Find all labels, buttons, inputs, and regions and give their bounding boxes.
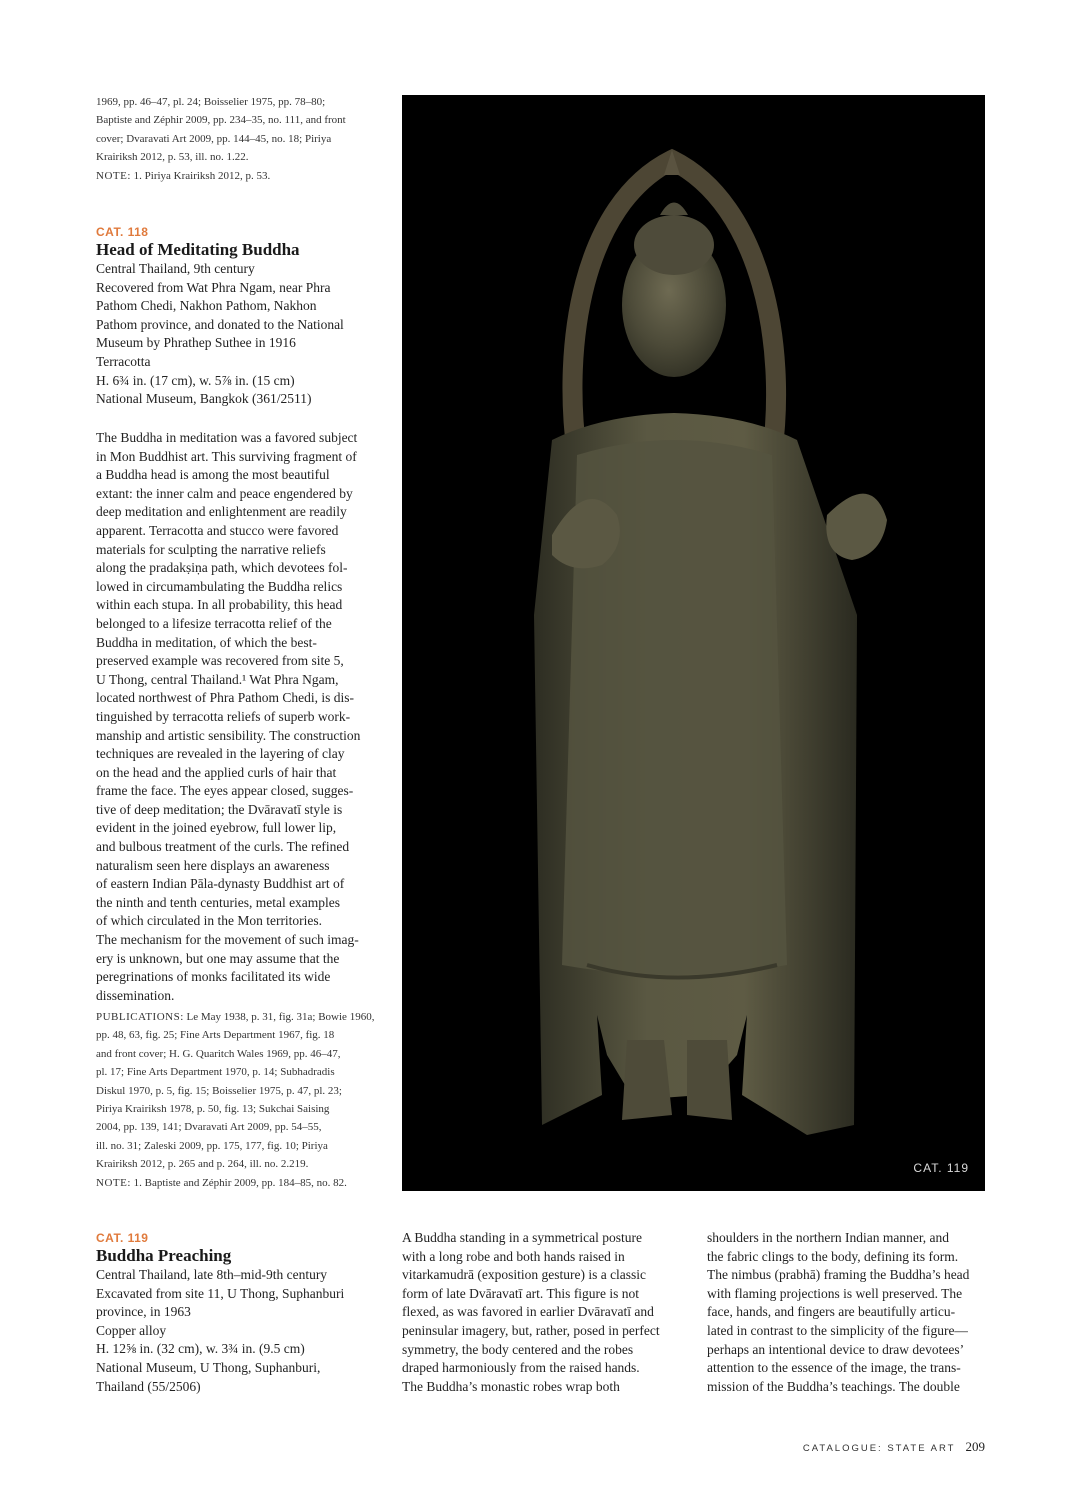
meta-line: Thailand (55/2506) (96, 1378, 201, 1394)
body-line: shoulders in the northern Indian manner, and (707, 1230, 950, 1245)
pub-line: pl. 17; Fine Arts Department 1970, p. 14; Subhadradis (96, 1066, 335, 1079)
body-line: Buddha in meditation, of which the best- (96, 634, 317, 650)
body-line: apparent. Terracotta and stucco were favored (96, 522, 339, 538)
cat118-entry (96, 225, 376, 409)
body-line: ery is unknown, but one may assume that the (96, 950, 340, 966)
pub-line: ill. no. 31; Zaleski 2009, pp. 175, 177, fig. 10; Piriya (96, 1139, 328, 1152)
body-line: with flaming projections is well preserved. The (707, 1285, 963, 1301)
pub-line: Diskul 1970, p. 5, fig. 15; Boisselier 1975, p. 47, pl. 23; (96, 1084, 342, 1097)
pub-line (96, 1008, 386, 1026)
ref-line: cover; Dvaravati Art 2009, pp. 144–45, no. 18; Piriya (96, 132, 332, 145)
meta-line: National Museum, Bangkok (361/2511) (96, 391, 312, 407)
body-line: the ninth and tenth centuries, metal examples (96, 894, 341, 910)
body-line: naturalism seen here displays an awareness (96, 857, 330, 873)
cat119-body-col1 (402, 1229, 678, 1396)
body-line: The mechanism for the movement of such imag- (96, 932, 359, 948)
body-line: perhaps an intentional device to draw devotees’ (707, 1341, 965, 1357)
pub-line: pp. 48, 63, fig. 25; Fine Arts Department 1967, fig. 18 (96, 1029, 335, 1042)
cat119-entry (96, 1231, 376, 1396)
cat118-title: Head of Meditating Buddha (96, 240, 300, 259)
body-line: peninsular imagery, but, rather, posed in perfect (402, 1322, 660, 1338)
ref-line: Baptiste and Zéphir 2009, pp. 234–35, no. 111, and front (96, 114, 346, 127)
pub-line: Krairiksh 2012, p. 265 and p. 264, ill. no. 2.219. (96, 1158, 309, 1171)
meta-line: Terracotta (96, 353, 151, 369)
body-line: form of late Dvāravatī art. This figure is not (402, 1285, 640, 1301)
note-line (96, 167, 386, 185)
body-line: located northwest of Phra Pathom Chedi, is dis- (96, 690, 354, 706)
body-line: U Thong, central Thailand.¹ Wat Phra Ngam, (96, 671, 339, 687)
buddha-photo (402, 95, 985, 1191)
ref-line: Krairiksh 2012, p. 53, ill. no. 1.22. (96, 151, 249, 164)
meta-line: Pathom Chedi, Nakhon Pathom, Nakhon (96, 298, 317, 314)
meta-line: Excavated from site 11, U Thong, Suphanburi (96, 1285, 345, 1301)
meta-line: H. 12⅝ in. (32 cm), w. 3¾ in. (9.5 cm) (96, 1341, 305, 1357)
body-line: within each stupa. In all probability, this head (96, 597, 343, 613)
body-line: frame the face. The eyes appear closed, sugges- (96, 783, 354, 799)
body-line: belonged to a lifesize terracotta relief of the (96, 615, 332, 631)
body-line: dissemination. (96, 987, 175, 1003)
body-line: a Buddha head is among the most beautiful (96, 467, 330, 483)
body-line: along the pradakṣiṇa path, which devotees fol- (96, 560, 348, 576)
cat119-body-col2 (707, 1229, 985, 1396)
body-line: attention to the essence of the image, the trans- (707, 1360, 961, 1376)
cat118-meta (96, 260, 376, 409)
note-label: NOTE: (96, 1176, 131, 1189)
running-footer: CATALOGUE: STATE ART (802, 1443, 956, 1454)
note-text: 1. Baptiste and Zéphir 2009, pp. 184–85, no. 82. (130, 1176, 347, 1189)
body-line: with a long robe and both hands raised in (402, 1248, 625, 1264)
body-line: deep meditation and enlightenment are readily (96, 504, 347, 520)
body-line: materials for sculpting the narrative reliefs (96, 541, 326, 557)
body-line: in Mon Buddhist art. This surviving fragment of (96, 448, 357, 464)
meta-line: Central Thailand, late 8th–mid-9th century (96, 1267, 328, 1282)
body-line: tive of deep meditation; the Dvāravatī style is (96, 801, 343, 817)
meta-line: Pathom province, and donated to the National (96, 316, 344, 332)
cat119-meta (96, 1266, 376, 1396)
meta-line: province, in 1963 (96, 1304, 191, 1320)
body-line: preserved example was recovered from site 5, (96, 653, 344, 669)
body-line: The Buddha in meditation was a favored subject (96, 430, 358, 445)
body-line: evident in the joined eyebrow, full lower lip, (96, 820, 337, 836)
meta-line: H. 6¾ in. (17 cm), w. 5⅞ in. (15 cm) (96, 372, 295, 388)
cat118-body (96, 429, 373, 1005)
cat118-publications (96, 1008, 386, 1192)
body-line: face, hands, and fingers are beautifully articu- (707, 1304, 956, 1320)
meta-line: Museum by Phrathep Suthee in 1916 (96, 335, 296, 351)
note-label: NOTE: (96, 169, 131, 182)
note-text: 1. Piriya Krairiksh 2012, p. 53. (130, 169, 271, 182)
body-line: symmetry, the body centered and the robes (402, 1341, 634, 1357)
page-number: 209 (965, 1439, 985, 1454)
top-references (96, 93, 386, 185)
body-line: extant: the inner calm and peace engendered by (96, 485, 353, 501)
body-line: A Buddha standing in a symmetrical posture (402, 1230, 642, 1245)
body-line: the fabric clings to the body, defining its form. (707, 1248, 959, 1264)
body-line: peregrinations of monks facilitated its wide (96, 969, 331, 985)
body-line: vitarkamudrā (exposition gesture) is a classic (402, 1267, 647, 1283)
body-line: flexed, as was favored in earlier Dvāravatī and (402, 1304, 654, 1320)
cat119-title: Buddha Preaching (96, 1246, 232, 1265)
pub-line: and front cover; H. G. Quaritch Wales 1969, pp. 46–47, (96, 1047, 341, 1060)
body-line: draped harmoniously from the raised hands. (402, 1360, 640, 1376)
body-line: tinguished by terracotta reliefs of superb work- (96, 708, 351, 724)
body-line: techniques are revealed in the layering of clay (96, 746, 345, 762)
body-line: of which circulated in the Mon territories. (96, 913, 323, 929)
pub-label: PUBLICATIONS: (96, 1011, 184, 1023)
body-line: mission of the Buddha’s teachings. The double (707, 1378, 960, 1394)
note-line (96, 1174, 386, 1192)
body-line: manship and artistic sensibility. The construction (96, 727, 361, 743)
body-line: lowed in circumambulating the Buddha relics (96, 578, 343, 594)
pub-text: Le May 1938, p. 31, fig. 31a; Bowie 1960, (183, 1011, 375, 1023)
meta-line: Recovered from Wat Phra Ngam, near Phra (96, 279, 331, 295)
body-line: The nimbus (prabhā) framing the Buddha’s head (707, 1267, 970, 1283)
body-line: and bulbous treatment of the curls. The refined (96, 839, 350, 855)
body-line: lated in contrast to the simplicity of the figure— (707, 1322, 968, 1338)
photo-caption: CAT. 119 (913, 1161, 969, 1175)
pub-line: Piriya Krairiksh 1978, p. 50, fig. 13; Sukchai Saising (96, 1103, 330, 1116)
cat119-label: CAT. 119 (96, 1231, 149, 1245)
body-line: The Buddha’s monastic robes wrap both (402, 1378, 620, 1394)
buddha-statue-illustration (402, 95, 985, 1191)
right-hand (826, 494, 887, 560)
ref-line: 1969, pp. 46–47, pl. 24; Boisselier 1975, pp. 78–80; (96, 96, 326, 108)
pub-line: 2004, pp. 139, 141; Dvaravati Art 2009, pp. 54–55, (96, 1121, 322, 1134)
body-line: of eastern Indian Pāla-dynasty Buddhist art of (96, 876, 345, 892)
body-line: on the head and the applied curls of hair that (96, 764, 337, 780)
left-foot (622, 1040, 672, 1120)
page-footer (803, 1439, 985, 1455)
meta-line: Central Thailand, 9th century (96, 261, 255, 276)
meta-line: Copper alloy (96, 1322, 167, 1338)
cat118-label: CAT. 118 (96, 225, 149, 239)
meta-line: National Museum, U Thong, Suphanburi, (96, 1359, 321, 1375)
right-foot (687, 1040, 732, 1120)
